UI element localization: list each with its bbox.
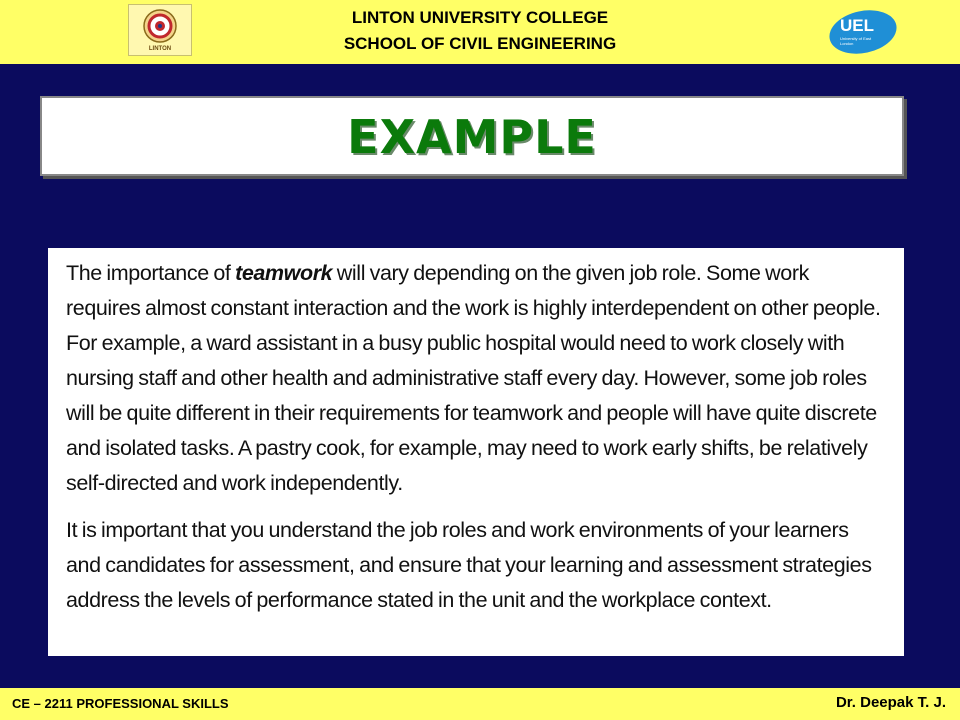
paragraph-1 bbox=[66, 256, 884, 501]
course-code: CE – 2211 PROFESSIONAL SKILLS bbox=[12, 696, 229, 711]
uel-logo-abbr: UEL bbox=[840, 16, 874, 35]
slide-title: EXAMPLE bbox=[347, 110, 597, 164]
content-box bbox=[48, 248, 904, 656]
paragraph-1-start: The importance of bbox=[66, 261, 236, 285]
institution-name: LINTON UNIVERSITY COLLEGE bbox=[351, 8, 609, 27]
linton-logo-text: LINTON bbox=[148, 46, 172, 52]
paragraph-2: It is important that you understand the job roles and work environments of your learners and candidates for assessment, and ensure that your learning and assessment strategies address the levels of performance stated in the unit and the workplace context. bbox=[66, 518, 872, 612]
footer-banner bbox=[0, 688, 960, 720]
title-box bbox=[40, 96, 904, 176]
header-banner bbox=[0, 0, 960, 64]
teamwork-emphasis: teamwork bbox=[235, 261, 333, 285]
uel-logo-icon bbox=[828, 10, 898, 54]
author-name: Dr. Deepak T. J. bbox=[835, 694, 946, 711]
paragraph-1-rest: will vary depending on the given job role. Some work requires almost constant interaction and the work is highly interdependent on other people. For example, a ward assistant in a busy public hospital would need to work closely with nursing staff and other health and administrative staff every day. However, some job roles will be quite different in their requirements for teamwork and people will have quite discrete and isolated tasks. A pastry cook, for example, may need to work early shifts, be relatively self-directed and work independently. bbox=[66, 261, 881, 495]
uel-logo-text: University of East London bbox=[840, 36, 872, 46]
school-name: SCHOOL OF CIVIL ENGINEERING bbox=[343, 34, 617, 53]
